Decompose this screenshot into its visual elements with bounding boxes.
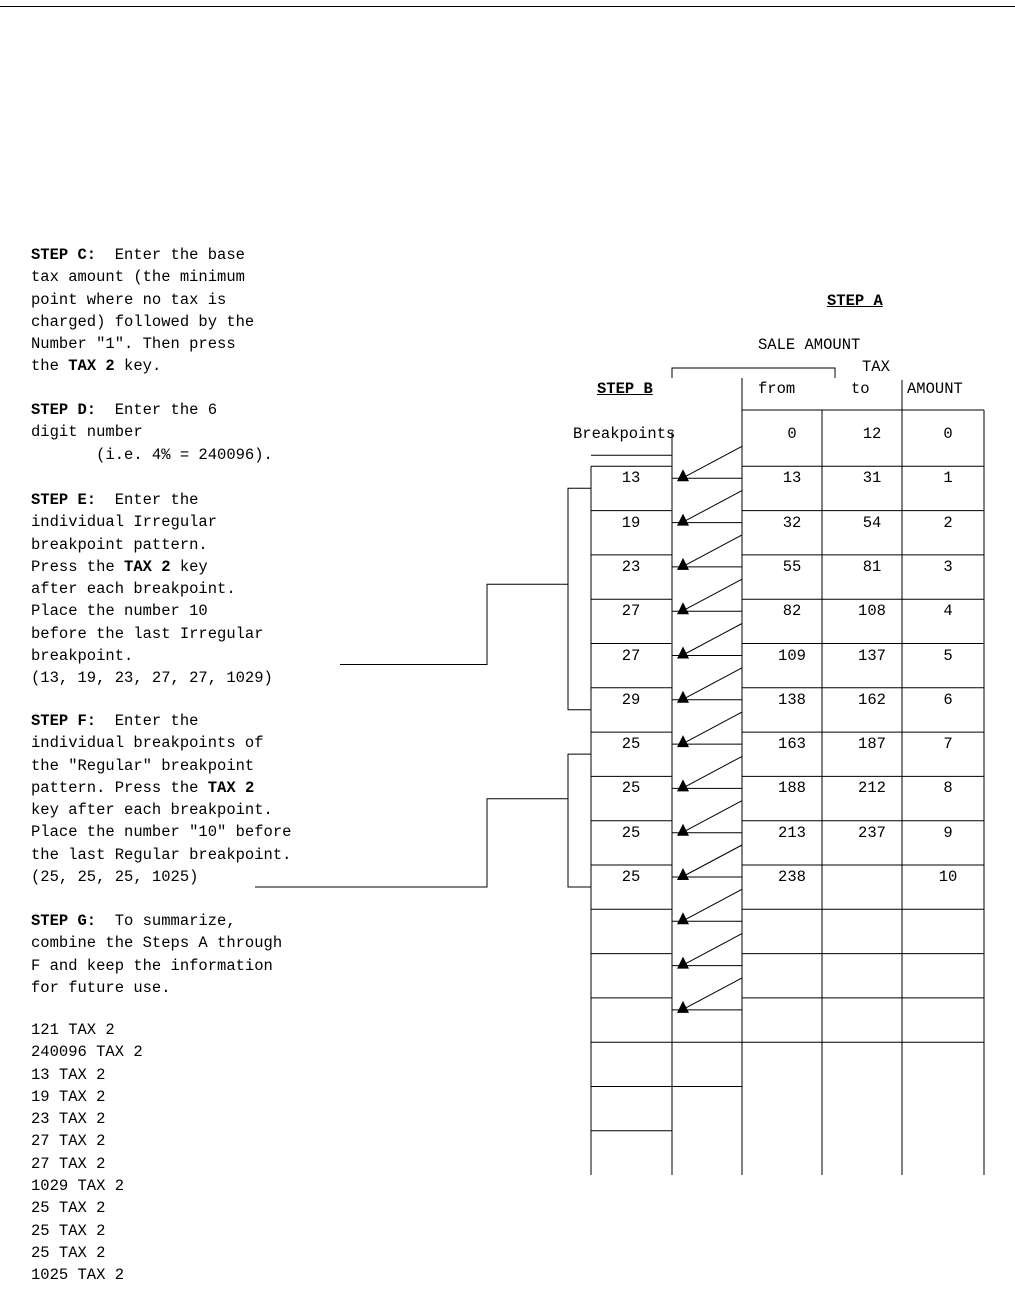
summary-entry: 121 TAX 2 — [31, 1021, 115, 1039]
step-d-text: STEP D: Enter the 6 digit number (i.e. 4% = 240096). — [31, 401, 273, 464]
breakpoint-value: 29 — [621, 690, 641, 709]
arrow-diagonal — [682, 446, 742, 478]
summary-entry: 1025 TAX 2 — [31, 1266, 125, 1285]
summary-entry: 27 TAX 2 — [31, 1132, 106, 1151]
to-value: 137 — [858, 646, 886, 665]
to-value: 187 — [858, 735, 886, 754]
summary-entry: 240096 TAX 2 — [31, 1043, 143, 1062]
to-value: 108 — [858, 602, 886, 621]
sale-amount-heading: SALE AMOUNT — [758, 336, 861, 354]
breakpoint-value: 25 — [621, 868, 641, 886]
tax-amount-value: 6 — [943, 690, 953, 709]
summary-entry: 19 TAX 2 — [31, 1087, 106, 1106]
tax-amount-value: 3 — [943, 557, 953, 576]
from-value: 238 — [778, 868, 806, 886]
from-value: 109 — [778, 646, 806, 665]
from-value: 55 — [782, 557, 802, 576]
arrow-diagonal — [682, 712, 742, 744]
from-value: 0 — [787, 425, 797, 443]
tax-heading: TAX — [862, 358, 890, 376]
tax-amount-value: 10 — [938, 868, 958, 886]
to-value: 212 — [858, 779, 886, 798]
summary-entry: 13 TAX 2 — [31, 1065, 106, 1084]
regular-leader — [255, 799, 568, 887]
step-f-text: STEP F: Enter the individual breakpoints of the "Regular" breakpoint pattern. Press the TAX 2 key after each breakpoint. Place the number "10" before the last Regular breakpoint. (25, 25, 25, 1025) — [31, 712, 292, 887]
arrow-diagonal — [682, 756, 742, 788]
breakpoint-value: 23 — [621, 557, 641, 576]
summary-entry: 1029 TAX 2 — [31, 1177, 125, 1196]
from-value: 13 — [782, 469, 802, 488]
from-value: 138 — [778, 690, 806, 709]
breakpoint-value: 25 — [621, 823, 641, 842]
tax-amount-value: 8 — [943, 779, 953, 798]
tax-amount-value: 9 — [943, 823, 953, 842]
summary-entry: 25 TAX 2 — [31, 1199, 106, 1218]
to-value: 81 — [862, 557, 882, 576]
to-heading: to — [851, 380, 870, 398]
from-value: 32 — [782, 513, 802, 532]
arrow-diagonal — [682, 801, 742, 833]
from-value: 163 — [778, 735, 806, 754]
summary-entry: 25 TAX 2 — [31, 1243, 106, 1262]
arrow-diagonal — [682, 934, 742, 966]
arrow-diagonal — [682, 668, 742, 700]
tax-amount-value: 1 — [943, 469, 953, 488]
from-heading: from — [758, 380, 796, 398]
tax-amount-value: 2 — [943, 513, 953, 532]
amount-heading: AMOUNT — [907, 380, 963, 398]
from-value: 188 — [778, 779, 806, 798]
step-e-text: STEP E: Enter the individual Irregular breakpoint pattern. Press the TAX 2 key after each breakpoint. Place the number 10 before the last Irregular breakpoint. (13, 19, 23, 27, 27, 1029) — [31, 491, 273, 688]
irregular-bracket — [568, 488, 591, 710]
arrow-diagonal — [682, 491, 742, 523]
breakpoint-value: 19 — [621, 513, 641, 532]
irregular-leader — [340, 584, 568, 664]
tax-amount-value: 5 — [943, 646, 953, 665]
tax-amount-value: 7 — [943, 735, 953, 754]
regular-bracket — [568, 754, 591, 887]
arrow-diagonal — [682, 889, 742, 921]
to-value: 12 — [862, 425, 882, 443]
tax-amount-value: 4 — [943, 602, 953, 621]
tax-amount-value: 0 — [943, 425, 953, 443]
breakpoints-heading: Breakpoints — [573, 425, 676, 443]
from-value: 213 — [778, 823, 806, 842]
arrow-diagonal — [682, 579, 742, 611]
sale-amount-bracket — [672, 368, 835, 378]
to-value: 162 — [858, 690, 886, 709]
step-g-text: STEP G: To summarize, combine the Steps A through F and keep the information for future use. — [31, 912, 283, 997]
summary-entry: 25 TAX 2 — [31, 1221, 106, 1240]
breakpoint-value: 13 — [621, 469, 641, 488]
breakpoint-value: 25 — [621, 735, 641, 754]
arrow-diagonal — [682, 535, 742, 567]
from-value: 82 — [782, 602, 802, 621]
step-a-heading: STEP A — [827, 292, 883, 310]
breakpoint-value: 27 — [621, 646, 641, 665]
summary-entry: 23 TAX 2 — [31, 1110, 106, 1129]
to-value: 237 — [858, 823, 886, 842]
breakpoint-value: 25 — [621, 779, 641, 798]
arrow-diagonal — [682, 624, 742, 656]
breakpoint-value: 27 — [621, 602, 641, 621]
arrow-diagonal — [682, 845, 742, 877]
step-c-text: STEP C: Enter the base tax amount (the minimum point where no tax is charged) followed by the Number "1". Then press the TAX 2 key. — [31, 246, 255, 376]
to-value: 54 — [862, 513, 882, 532]
arrow-diagonal — [682, 978, 742, 1010]
step-b-heading: STEP B — [597, 380, 653, 398]
to-value: 31 — [862, 469, 882, 488]
summary-entry: 27 TAX 2 — [31, 1154, 106, 1173]
